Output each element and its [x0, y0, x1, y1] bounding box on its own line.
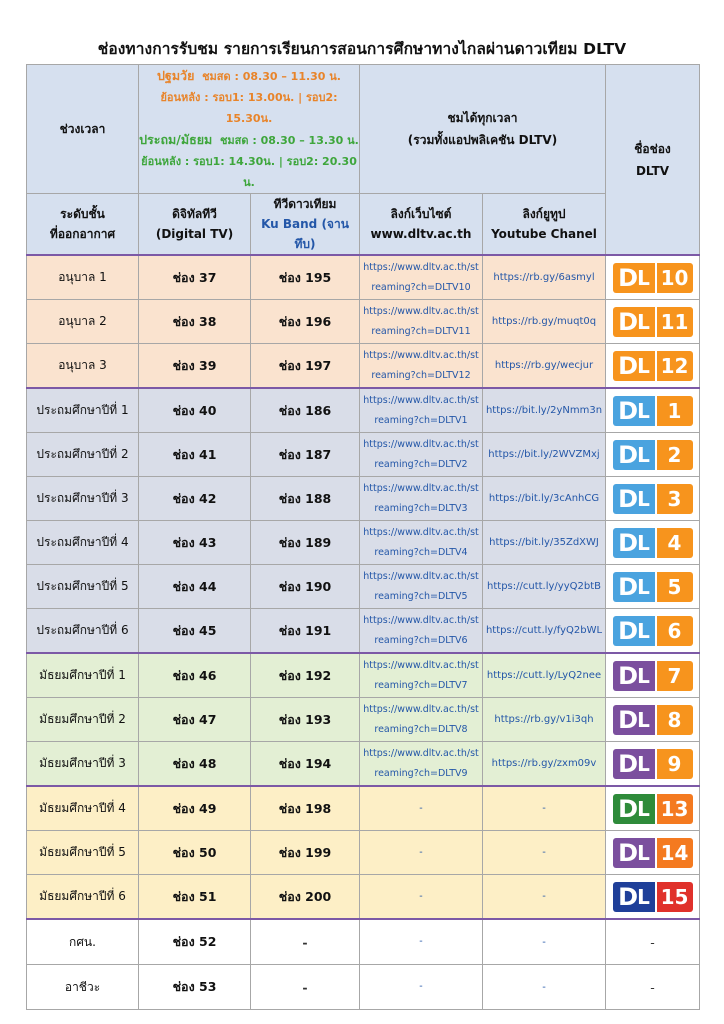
level-cell: อาชีวะ	[27, 965, 139, 1010]
table-row	[27, 653, 700, 698]
website-header-line2: www.dltv.ac.th	[370, 227, 472, 241]
channel-table	[26, 64, 700, 1010]
satellite-channel-cell: ช่อง 194	[251, 742, 360, 787]
satellite-channel-cell: ช่อง 192	[251, 653, 360, 698]
youtube-link[interactable]: https://rb.gy/zxm09v	[483, 742, 606, 787]
digital-channel-cell: ช่อง 40	[139, 388, 251, 433]
satellite-channel-cell: ช่อง 196	[251, 300, 360, 344]
header-row-1	[27, 65, 700, 194]
logo-channel-number: 5	[657, 572, 693, 602]
website-link[interactable]: https://www.dltv.ac.th/streaming?ch=DLTV6	[360, 609, 483, 654]
level-cell: มัธยมศึกษาปีที่ 6	[27, 875, 139, 920]
level-cell: ประถมศึกษาปีที่ 5	[27, 565, 139, 609]
website-link: -	[360, 831, 483, 875]
website-link[interactable]: https://www.dltv.ac.th/streaming?ch=DLTV3	[360, 477, 483, 521]
primary-secondary-replay-time: ย้อนหลัง : รอบ1: 14.30น. | รอบ2: 20.30 น.	[141, 155, 357, 189]
table-row	[27, 919, 700, 965]
logo-channel-number: 12	[657, 351, 693, 381]
channel-logo-cell	[606, 477, 700, 521]
anytime-subtitle: (รวมทั้งแอปพลิเคชัน DLTV)	[407, 133, 558, 147]
kindergarten-label: ปฐมวัย	[156, 68, 195, 83]
level-cell: กศน.	[27, 919, 139, 965]
digital-channel-cell: ช่อง 42	[139, 477, 251, 521]
youtube-link[interactable]: https://bit.ly/2yNmm3n	[483, 388, 606, 433]
table-row	[27, 875, 700, 920]
level-cell: มัธยมศึกษาปีที่ 4	[27, 786, 139, 831]
table-row	[27, 698, 700, 742]
table-row	[27, 300, 700, 344]
channel-logo-cell	[606, 521, 700, 565]
website-link[interactable]: https://www.dltv.ac.th/streaming?ch=DLTV8	[360, 698, 483, 742]
time-column-header: ช่วงเวลา	[27, 65, 139, 194]
website-header-line1: ลิงก์เว็บไซต์	[390, 207, 452, 221]
channel-logo-cell: -	[606, 919, 700, 965]
digital-channel-cell: ช่อง 46	[139, 653, 251, 698]
channel-logo-cell: -	[606, 965, 700, 1010]
youtube-link: -	[483, 919, 606, 965]
youtube-link[interactable]: https://cutt.ly/yyQ2btB	[483, 565, 606, 609]
youtube-link[interactable]: https://rb.gy/v1i3qh	[483, 698, 606, 742]
level-cell: อนุบาล 1	[27, 255, 139, 300]
table-row	[27, 609, 700, 654]
level-cell: อนุบาล 2	[27, 300, 139, 344]
website-link: -	[360, 965, 483, 1010]
dltv-logo-icon: D L 2	[613, 440, 693, 470]
dltv-logo-icon: D L 14	[613, 838, 693, 868]
website-link[interactable]: https://www.dltv.ac.th/streaming?ch=DLTV11	[360, 300, 483, 344]
channel-logo-cell	[606, 831, 700, 875]
digital-channel-cell: ช่อง 39	[139, 344, 251, 389]
channel-logo-cell	[606, 653, 700, 698]
satellite-channel-cell: ช่อง 186	[251, 388, 360, 433]
digital-channel-cell: ช่อง 47	[139, 698, 251, 742]
satellite-channel-cell: ช่อง 199	[251, 831, 360, 875]
digital-channel-cell: ช่อง 48	[139, 742, 251, 787]
channel-logo-cell	[606, 388, 700, 433]
digital-header-line1: ดิจิทัลทีวี	[172, 207, 217, 221]
primary-secondary-live-time: ชมสด : 08.30 – 13.30 น.	[219, 134, 359, 147]
channel-logo-cell	[606, 609, 700, 654]
digital-channel-cell: ช่อง 49	[139, 786, 251, 831]
table-row	[27, 344, 700, 389]
dltv-logo-icon: D L 6	[613, 616, 693, 646]
satellite-channel-cell: ช่อง 188	[251, 477, 360, 521]
satellite-channel-cell: ช่อง 200	[251, 875, 360, 920]
website-link: -	[360, 919, 483, 965]
channel-name-header	[606, 65, 700, 256]
page-title: ช่องทางการรับชม รายการเรียนการสอนการศึกษาทางไกลผ่านดาวเทียม DLTV	[97, 40, 627, 58]
table-body	[27, 255, 700, 1010]
kindergarten-replay-time: ย้อนหลัง : รอบ1: 13.00น. | รอบ2: 15.30น.	[160, 91, 338, 125]
digital-channel-cell: ช่อง 53	[139, 965, 251, 1010]
dltv-logo-icon: D L 4	[613, 528, 693, 558]
level-cell: มัธยมศึกษาปีที่ 3	[27, 742, 139, 787]
logo-channel-number: 15	[657, 882, 693, 912]
logo-channel-number: 3	[657, 484, 693, 514]
digital-channel-cell: ช่อง 51	[139, 875, 251, 920]
satellite-header-line2: Ku Band (จานทึบ)	[261, 217, 349, 251]
table-row	[27, 388, 700, 433]
table-row	[27, 786, 700, 831]
digital-channel-cell: ช่อง 41	[139, 433, 251, 477]
logo-channel-number: 4	[657, 528, 693, 558]
youtube-link[interactable]: https://cutt.ly/fyQ2bWL	[483, 609, 606, 654]
youtube-link[interactable]: https://bit.ly/2WVZMxj	[483, 433, 606, 477]
channel-logo-cell	[606, 786, 700, 831]
satellite-channel-cell: ช่อง 190	[251, 565, 360, 609]
satellite-header-line1: ทีวีดาวเทียม	[273, 197, 337, 211]
channel-logo-cell	[606, 742, 700, 787]
table-row	[27, 255, 700, 300]
website-link[interactable]: https://www.dltv.ac.th/streaming?ch=DLTV2	[360, 433, 483, 477]
level-cell: ประถมศึกษาปีที่ 3	[27, 477, 139, 521]
level-cell: ประถมศึกษาปีที่ 1	[27, 388, 139, 433]
website-link: -	[360, 786, 483, 831]
dltv-logo-icon: D L 8	[613, 705, 693, 735]
website-link[interactable]: https://www.dltv.ac.th/streaming?ch=DLTV7	[360, 653, 483, 698]
logo-channel-number: 1	[657, 396, 693, 426]
youtube-link[interactable]: https://rb.gy/6asmyl	[483, 255, 606, 300]
digital-channel-cell: ช่อง 50	[139, 831, 251, 875]
youtube-header-line1: ลิงก์ยูทูป	[522, 207, 566, 221]
dltv-logo-icon: D L 9	[613, 749, 693, 779]
channel-logo-cell	[606, 344, 700, 389]
satellite-channel-cell: ช่อง 189	[251, 521, 360, 565]
digital-header-line2: (Digital TV)	[155, 227, 234, 241]
schedule-cell	[139, 65, 360, 194]
channel-logo-cell	[606, 433, 700, 477]
logo-channel-number: 14	[657, 838, 693, 868]
dltv-logo-icon: D L 10	[613, 263, 693, 293]
satellite-channel-cell: -	[251, 965, 360, 1010]
youtube-link[interactable]: https://bit.ly/35ZdXWJ	[483, 521, 606, 565]
level-cell: ประถมศึกษาปีที่ 4	[27, 521, 139, 565]
level-cell: อนุบาล 3	[27, 344, 139, 389]
satellite-channel-cell: ช่อง 197	[251, 344, 360, 389]
logo-channel-number: 8	[657, 705, 693, 735]
primary-secondary-label: ประถม/มัธยม	[139, 132, 213, 147]
channel-logo-cell	[606, 300, 700, 344]
kindergarten-live-time: ชมสด : 08.30 – 11.30 น.	[202, 70, 341, 83]
table-row	[27, 965, 700, 1010]
digital-channel-cell: ช่อง 37	[139, 255, 251, 300]
dltv-logo-icon: D L 1	[613, 396, 693, 426]
channel-logo-cell	[606, 875, 700, 920]
channel-name-dltv: DLTV	[635, 163, 670, 178]
youtube-link: -	[483, 875, 606, 920]
channel-name-title: ชื่อช่อง	[634, 141, 671, 156]
satellite-channel-cell: ช่อง 198	[251, 786, 360, 831]
digital-channel-cell: ช่อง 52	[139, 919, 251, 965]
satellite-header	[251, 194, 360, 256]
digital-channel-cell: ช่อง 43	[139, 521, 251, 565]
dltv-logo-icon: D L 13	[613, 794, 693, 824]
table-row	[27, 742, 700, 787]
digital-header	[139, 194, 251, 256]
website-link: -	[360, 875, 483, 920]
header-row-2	[27, 194, 700, 256]
logo-channel-number: 10	[657, 263, 693, 293]
dltv-logo-icon: D L 12	[613, 351, 693, 381]
table-row	[27, 477, 700, 521]
digital-channel-cell: ช่อง 38	[139, 300, 251, 344]
anytime-header	[360, 65, 606, 194]
satellite-channel-cell: ช่อง 195	[251, 255, 360, 300]
youtube-header-line2: Youtube Chanel	[491, 227, 597, 241]
logo-channel-number: 11	[657, 307, 693, 337]
level-cell: มัธยมศึกษาปีที่ 2	[27, 698, 139, 742]
digital-channel-cell: ช่อง 44	[139, 565, 251, 609]
dltv-logo-icon: D L 3	[613, 484, 693, 514]
youtube-link: -	[483, 965, 606, 1010]
website-link[interactable]: https://www.dltv.ac.th/streaming?ch=DLTV5	[360, 565, 483, 609]
youtube-link: -	[483, 786, 606, 831]
level-header-line2: ที่ออกอากาศ	[49, 227, 116, 241]
website-header	[360, 194, 483, 256]
table-row	[27, 565, 700, 609]
dltv-logo-icon: D L 11	[613, 307, 693, 337]
level-cell: มัธยมศึกษาปีที่ 5	[27, 831, 139, 875]
logo-channel-number: 7	[657, 661, 693, 691]
satellite-channel-cell: ช่อง 193	[251, 698, 360, 742]
satellite-channel-cell: ช่อง 191	[251, 609, 360, 654]
website-link[interactable]: https://www.dltv.ac.th/streaming?ch=DLTV4	[360, 521, 483, 565]
youtube-link[interactable]: https://rb.gy/wecjur	[483, 344, 606, 389]
youtube-link[interactable]: https://cutt.ly/LyQ2nee	[483, 653, 606, 698]
table-row	[27, 433, 700, 477]
channel-logo-cell	[606, 255, 700, 300]
satellite-channel-cell: -	[251, 919, 360, 965]
dltv-logo-icon: D L 15	[613, 882, 693, 912]
satellite-channel-cell: ช่อง 187	[251, 433, 360, 477]
youtube-link[interactable]: https://bit.ly/3cAnhCG	[483, 477, 606, 521]
dltv-logo-icon: D L 5	[613, 572, 693, 602]
website-link[interactable]: https://www.dltv.ac.th/streaming?ch=DLTV10	[360, 255, 483, 300]
youtube-link: -	[483, 831, 606, 875]
logo-channel-number: 6	[657, 616, 693, 646]
table-row	[27, 521, 700, 565]
level-cell: มัธยมศึกษาปีที่ 1	[27, 653, 139, 698]
youtube-header	[483, 194, 606, 256]
anytime-title: ชมได้ทุกเวลา	[447, 111, 518, 125]
logo-channel-number: 13	[657, 794, 693, 824]
digital-channel-cell: ช่อง 45	[139, 609, 251, 654]
logo-channel-number: 9	[657, 749, 693, 779]
logo-channel-number: 2	[657, 440, 693, 470]
website-link[interactable]: https://www.dltv.ac.th/streaming?ch=DLTV9	[360, 742, 483, 787]
level-cell: ประถมศึกษาปีที่ 6	[27, 609, 139, 654]
dltv-logo-icon: D L 7	[613, 661, 693, 691]
channel-logo-cell	[606, 565, 700, 609]
level-cell: ประถมศึกษาปีที่ 2	[27, 433, 139, 477]
website-link[interactable]: https://www.dltv.ac.th/streaming?ch=DLTV1	[360, 388, 483, 433]
website-link[interactable]: https://www.dltv.ac.th/streaming?ch=DLTV12	[360, 344, 483, 389]
youtube-link[interactable]: https://rb.gy/muqt0q	[483, 300, 606, 344]
channel-logo-cell	[606, 698, 700, 742]
table-row	[27, 831, 700, 875]
level-header-line1: ระดับชั้น	[60, 207, 105, 221]
level-header	[27, 194, 139, 256]
